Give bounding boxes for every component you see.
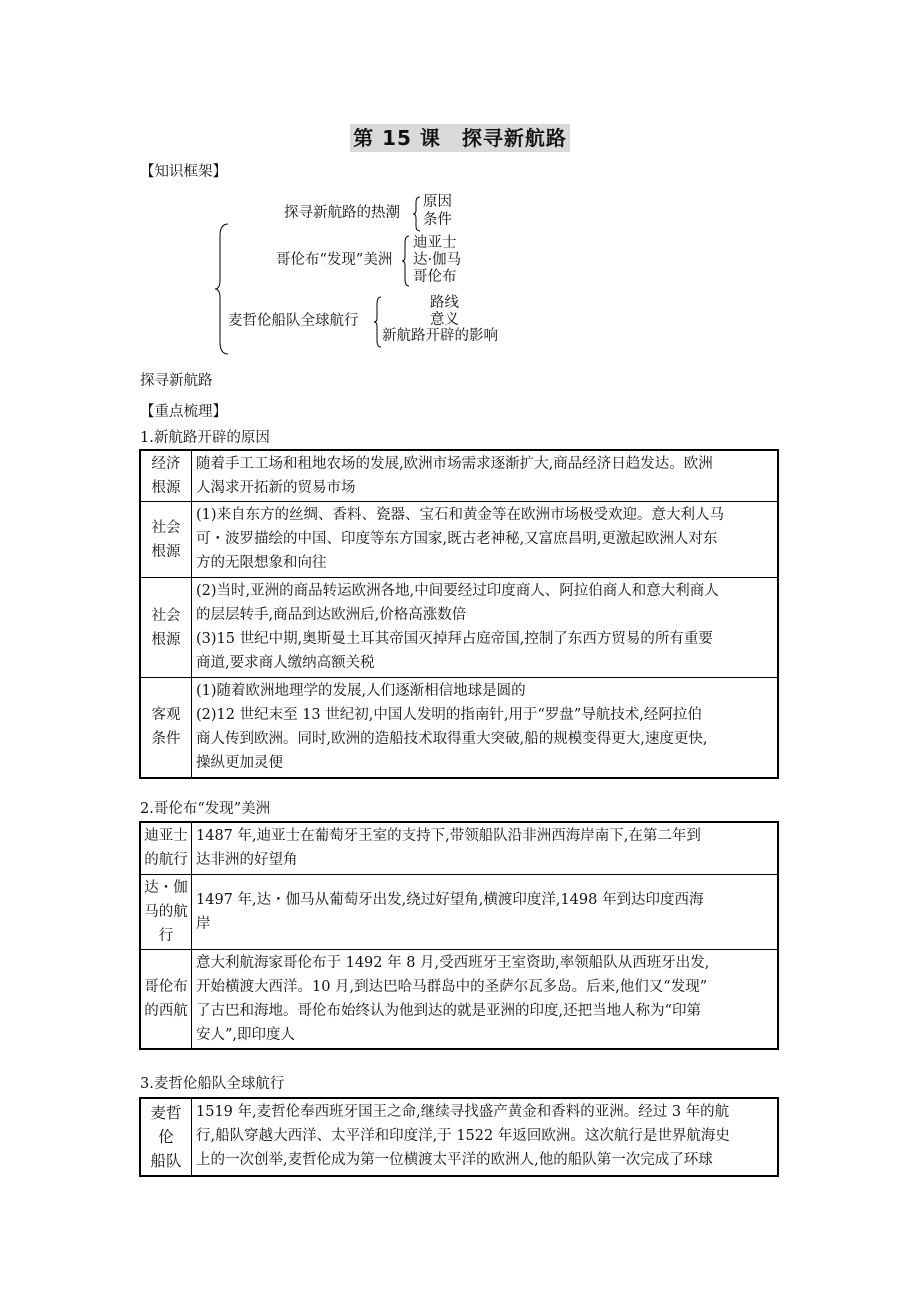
table-row: [140, 502, 778, 578]
branch-label: 麦哲伦船队全球航行: [228, 313, 359, 329]
branch-label: 哥伦布“发现”美洲: [276, 252, 393, 268]
row-label: 社会 根源: [140, 578, 192, 678]
table-row: [140, 874, 778, 949]
framework-heading: 【知识框架】: [140, 164, 227, 180]
row-content: (2)当时,亚洲的商品转运欧洲各地,中间要经过印度商人、阿拉伯商人和意大利商人 的层层转手,商品到达欧洲后,价格高涨数倍 (3)15 世纪中期,奥斯曼土耳其帝国灭掉拜占庭帝国,控制了东西方贸易的所有重要 商道,要求商人缴纳高额关税: [192, 578, 779, 678]
key-points-heading: 【重点梳理】: [140, 404, 227, 420]
section3-table: [139, 1097, 779, 1177]
row-content: (1)随着欧洲地理学的发展,人们逐渐相信地球是圆的 (2)12 世纪末至 13 世纪初,中国人发明的指南针,用于“罗盘”导航技术,经阿拉伯 商人传到欧洲。同时,欧洲的造船技术取得重大突破,船的规模变得更大,速度更快, 操纵更加灵便: [192, 678, 779, 778]
row-label: 社会 根源: [140, 502, 192, 578]
branch-item: 原因: [423, 194, 452, 210]
table-row: [140, 578, 778, 678]
row-label: 麦哲 伦 船队: [140, 1098, 192, 1176]
branch-label: 探寻新航路的热潮: [284, 205, 400, 221]
row-content: 意大利航海家哥伦布于 1492 年 8 月,受西班牙王室资助,率领船队从西班牙出发, 开始横渡大西洋。10 月,到达巴哈马群岛中的圣萨尔瓦多岛。后来,他们又“发现” 了古巴和海地。哥伦布始终认为他到达的就是亚洲的印度,还把当地人称为“印第 安人”,即印度人: [192, 949, 779, 1049]
branch-item: 迪亚士: [413, 235, 457, 251]
row-content: 1519 年,麦哲伦奉西班牙国王之命,继续寻找盛产黄金和香料的亚洲。经过 3 年的航 行,船队穿越大西洋、太平洋和印度洋,于 1522 年返回欧洲。这次航行是世界航海史 上的一次创举,麦哲伦成为第一位横渡太平洋的欧洲人,他的船队第一次完成了环球: [192, 1098, 779, 1176]
row-content: 1497 年,达・伽马从葡萄牙出发,绕过好望角,横渡印度洋,1498 年到达印度西海 岸: [192, 874, 779, 949]
branch-item: 意义: [430, 312, 459, 328]
row-label: 哥伦布 的西航: [140, 949, 192, 1049]
row-label: 经济 根源: [140, 450, 192, 502]
section3-title: 3.麦哲伦船队全球航行: [140, 1076, 285, 1092]
section2-title: 2.哥伦布“发现”美洲: [140, 801, 271, 817]
table-row: [140, 450, 778, 502]
branch-item: 路线: [430, 295, 459, 311]
section1-title: 1.新航路开辟的原因: [140, 430, 270, 446]
table-row: [140, 822, 778, 874]
outer-brace: [214, 222, 234, 356]
row-label: 客观 条件: [140, 678, 192, 778]
table-row: [140, 1098, 778, 1176]
row-label: 迪亚士 的航行: [140, 822, 192, 874]
framework-root: 探寻新航路: [140, 373, 213, 389]
row-content: 随着手工工场和租地农场的发展,欧洲市场需求逐渐扩大,商品经济日趋发达。欧洲 人渴求开拓新的贸易市场: [192, 450, 779, 502]
brace: [412, 196, 422, 232]
section2-table: [139, 821, 779, 1050]
branch-item: 达·伽马: [413, 252, 462, 268]
branch-item: 条件: [423, 212, 452, 228]
table-row: [140, 949, 778, 1049]
row-label: 达・伽 马的航 行: [140, 874, 192, 949]
page-title: 第 15 课 探寻新航路: [0, 122, 920, 151]
table-row: [140, 678, 778, 778]
brace: [401, 235, 411, 287]
branch-item: 新航路开辟的影响: [382, 328, 498, 344]
branch-item: 哥伦布: [413, 269, 457, 285]
row-content: 1487 年,迪亚士在葡萄牙王室的支持下,带领船队沿非洲西海岸南下,在第二年到 达非洲的好望角: [192, 822, 779, 874]
section1-table: [139, 449, 779, 779]
row-content: (1)来自东方的丝绸、香料、瓷器、宝石和黄金等在欧洲市场极受欢迎。意大利人马 可・波罗描绘的中国、印度等东方国家,既古老神秘,又富庶昌明,更激起欧洲人对东 方的无限想象和向往: [192, 502, 779, 578]
